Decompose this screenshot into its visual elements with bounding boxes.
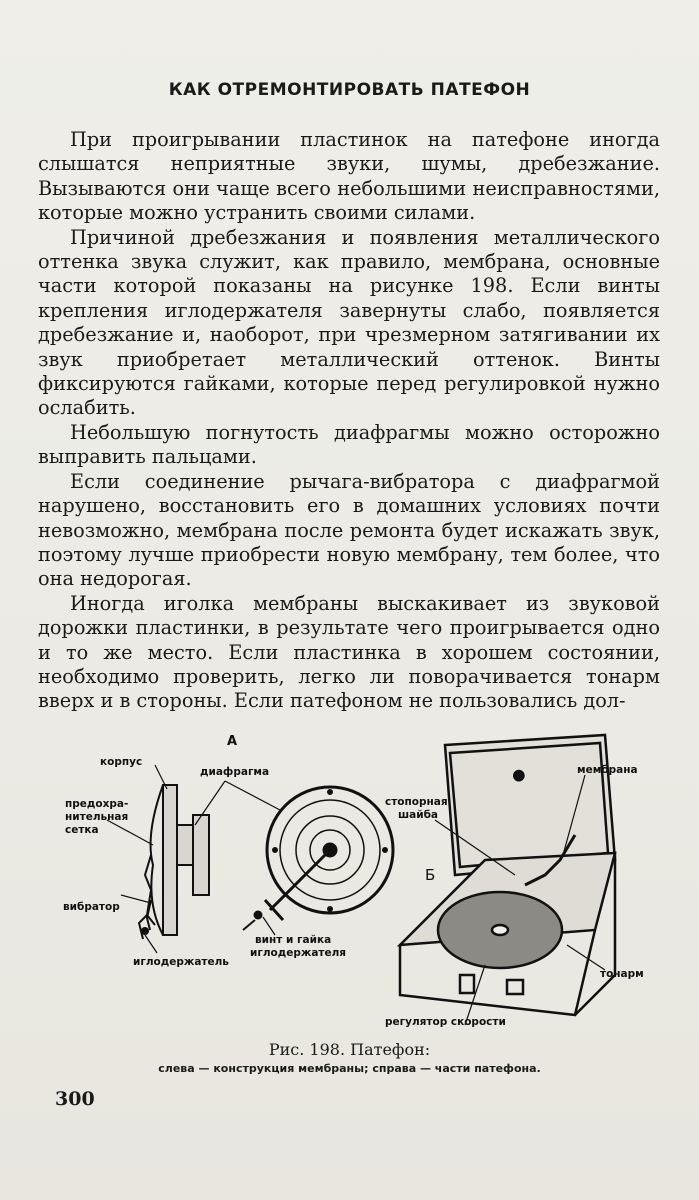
label-part-b: Б [425, 866, 436, 884]
label-membrana: мембрана [577, 764, 638, 776]
label-korpus: корпус [100, 756, 143, 768]
label-vint: винт и гайка иглодержателя [250, 934, 347, 959]
figure-198 [55, 725, 655, 1035]
label-regulator: регулятор скорости [385, 1016, 506, 1028]
page-number: 300 [55, 1088, 95, 1110]
label-setka: предохра- нительная сетка [65, 798, 129, 836]
label-stopor: стопорная шайба [385, 796, 448, 821]
label-vibrator: вибратор [63, 901, 120, 913]
diaphragm-front-drawing [243, 787, 393, 930]
paragraph-1: При проигрывании пластинок на патефоне иногда слышатся неприятные звуки, шумы, дребезжание. Вызываются они чаще всего небольшими неисправностями, которые можно устранить своими силами. [38, 128, 660, 225]
page-title: КАК ОТРЕМОНТИРОВАТЬ ПАТЕФОН [168, 80, 531, 100]
gramophone-illustration [55, 725, 655, 1035]
figure-subcaption: слева — конструкция мембраны; справа — части патефона. [158, 1062, 541, 1075]
body-text [38, 128, 660, 714]
label-part-a: А [227, 734, 238, 749]
label-igloderzhatel: иглодержатель [133, 956, 229, 968]
paragraph-2: Причиной дребезжания и появления металлического оттенка звука служит, как правило, мембрана, основные части которой показаны на рисунке 198. Если винты крепления иглодержателя завернуты слабо, появляется дребезжание и, наоборот, при чрезмерном затягивании их звук приобретает металлический оттенок. Винты фиксируются гайками, которые перед регулировкой нужно ослабить. [38, 225, 660, 420]
membrane-section-drawing [139, 785, 209, 939]
paragraph-5: Иногда иголка мембраны выскакивает из звуковой дорожки пластинки, в результате чего проигрывается одно и то же место. Если пластинка в хорошем состоянии, необходимо проверить, легко ли поворачивается тонарм вверх и в стороны. Если патефоном не пользовались дол- [38, 591, 660, 713]
label-diafragma: диафрагма [200, 766, 270, 778]
label-tonarm: тонарм [600, 968, 644, 980]
paragraph-3: Небольшую погнутость диафрагмы можно осторожно выправить пальцами. [38, 420, 660, 469]
figure-caption: Рис. 198. Патефон: [268, 1040, 431, 1059]
paragraph-4: Если соединение рычага-вибратора с диафрагмой нарушено, восстановить его в домашних условиях почти невозможно, мембрана после ремонта будет искажать звук, поэтому лучше приобрести новую мембрану, тем более, что она недорогая. [38, 469, 660, 591]
svg-text:⊕: ⊕ [513, 768, 525, 784]
